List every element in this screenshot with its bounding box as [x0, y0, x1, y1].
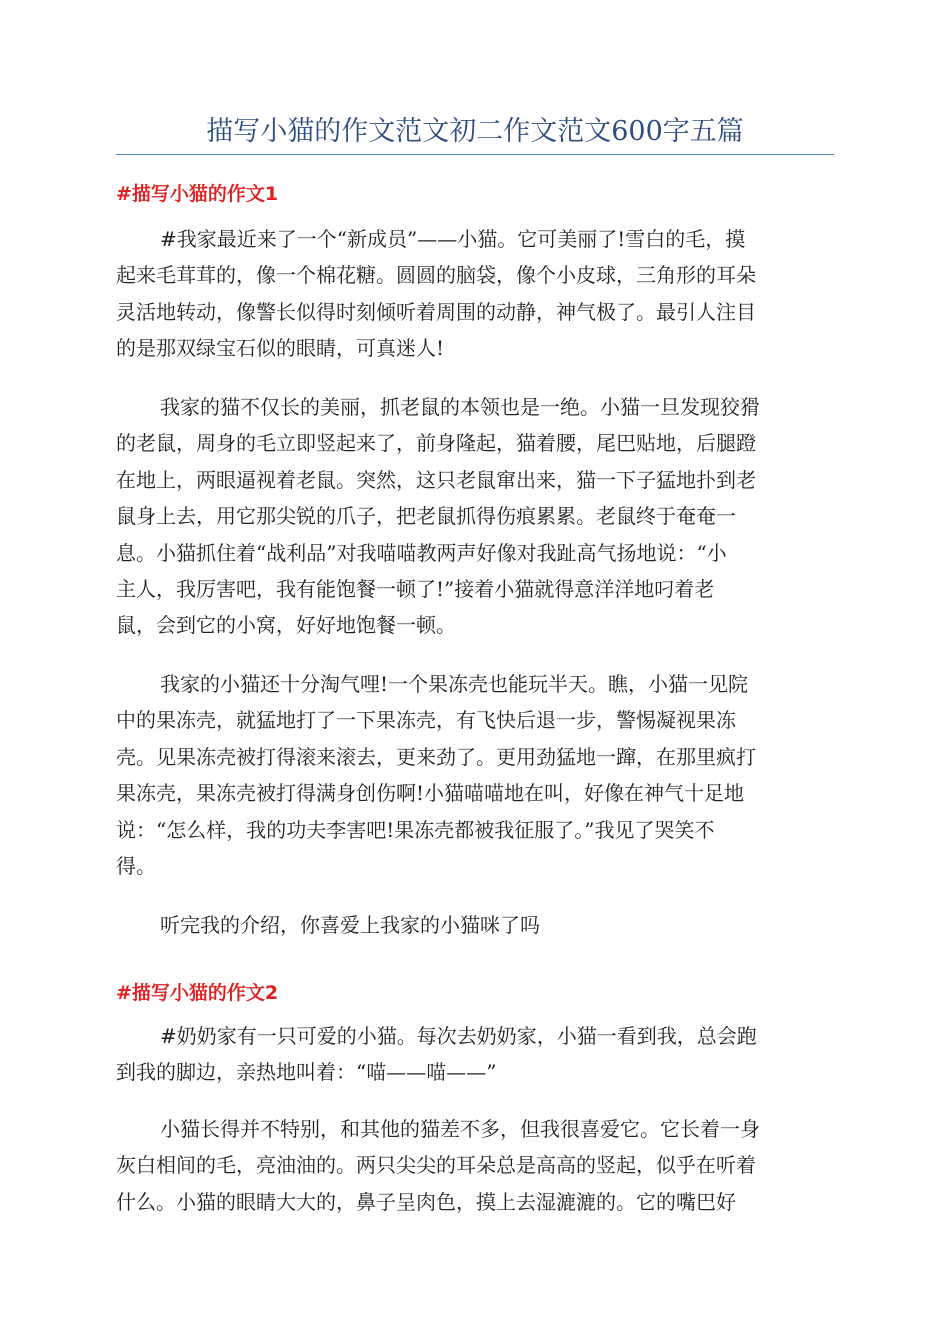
text-line: 的老鼠，周身的毛立即竖起来了，前身隆起，猫着腰，尾巴贴地，后腿蹬 — [116, 431, 756, 456]
text-line: 主人，我厉害吧，我有能饱餐一顿了!”接着小猫就得意洋洋地叼着老 — [116, 577, 715, 602]
title-underline — [116, 154, 834, 155]
paragraph-1-1 — [116, 221, 834, 367]
text-line: 鼠身上去，用它那尖锐的爪子，把老鼠抓得伤痕累累。老鼠终于奄奄一 — [116, 504, 736, 529]
text-line: 听完我的介绍，你喜爱上我家的小猫咪了吗 — [160, 913, 540, 937]
paragraph-1-4 — [116, 907, 834, 943]
paragraph-2-1 — [116, 1018, 834, 1091]
text-line: 果冻壳，果冻壳被打得满身创伤啊!小猫喵喵地在叫，好像在神气十足地 — [116, 781, 745, 806]
text-line: 中的果冻壳，就猛地打了一下果冻壳，有飞快后退一步，警惕凝视果冻 — [116, 708, 736, 733]
text-line: 说：“怎么样，我的功夫李害吧!果冻壳都被我征服了。”我见了哭笑不 — [116, 817, 715, 842]
text-line: 壳。见果冻壳被打得滚来滚去，更来劲了。更用劲猛地一蹿，在那里疯打 — [116, 744, 756, 769]
text-line: 灰白相间的毛，亮油油的。两只尖尖的耳朵总是高高的竖起，似乎在听着 — [116, 1153, 756, 1178]
section-heading-2: #描写小猫的作文2 — [116, 982, 279, 1004]
text-line: 到我的脚边，亲热地叫着：“喵——喵——” — [116, 1060, 497, 1085]
paragraph-1-2 — [116, 389, 834, 644]
text-line: 小猫长得并不特别，和其他的猫差不多，但我很喜爱它。它长着一身 — [160, 1117, 760, 1141]
section-heading-1: #描写小猫的作文1 — [116, 183, 279, 205]
text-line: 什么。小猫的眼睛大大的，鼻子呈肉色，摸上去湿漉漉的。它的嘴巴好 — [116, 1189, 736, 1214]
text-line: 我家的小猫还十分淘气哩!一个果冻壳也能玩半天。瞧，小猫一见院 — [160, 672, 749, 696]
text-line: 灵活地转动，像警长似得时刻倾听着周围的动静，神气极了。最引人注目 — [116, 299, 756, 324]
paragraph-1-3 — [116, 666, 834, 884]
text-line: 息。小猫抓住着“战利品”对我喵喵教两声好像对我趾高气扬地说：“小 — [116, 540, 727, 565]
text-line: 我家的猫不仅长的美丽，抓老鼠的本领也是一绝。小猫一旦发现狡猾 — [160, 395, 760, 419]
text-line: 在地上，两眼逼视着老鼠。突然，这只老鼠窜出来，猫一下子猛地扑到老 — [116, 467, 756, 492]
text-line: 的是那双绿宝石似的眼睛，可真迷人! — [116, 336, 445, 361]
text-line: #奶奶家有一只可爱的小猫。每次去奶奶家，小猫一看到我，总会跑 — [160, 1024, 757, 1048]
text-line: 得。 — [116, 854, 156, 879]
text-line: 鼠，会到它的小窝，好好地饱餐一顿。 — [116, 613, 456, 638]
text-line: #我家最近来了一个“新成员”——小猫。它可美丽了!雪白的毛，摸 — [160, 227, 746, 251]
paragraph-2-2 — [116, 1111, 834, 1220]
document-title: 描写小猫的作文范文初二作文范文600字五篇 — [206, 116, 744, 147]
text-line: 起来毛茸茸的，像一个棉花糖。圆圆的脑袋，像个小皮球，三角形的耳朵 — [116, 263, 756, 288]
